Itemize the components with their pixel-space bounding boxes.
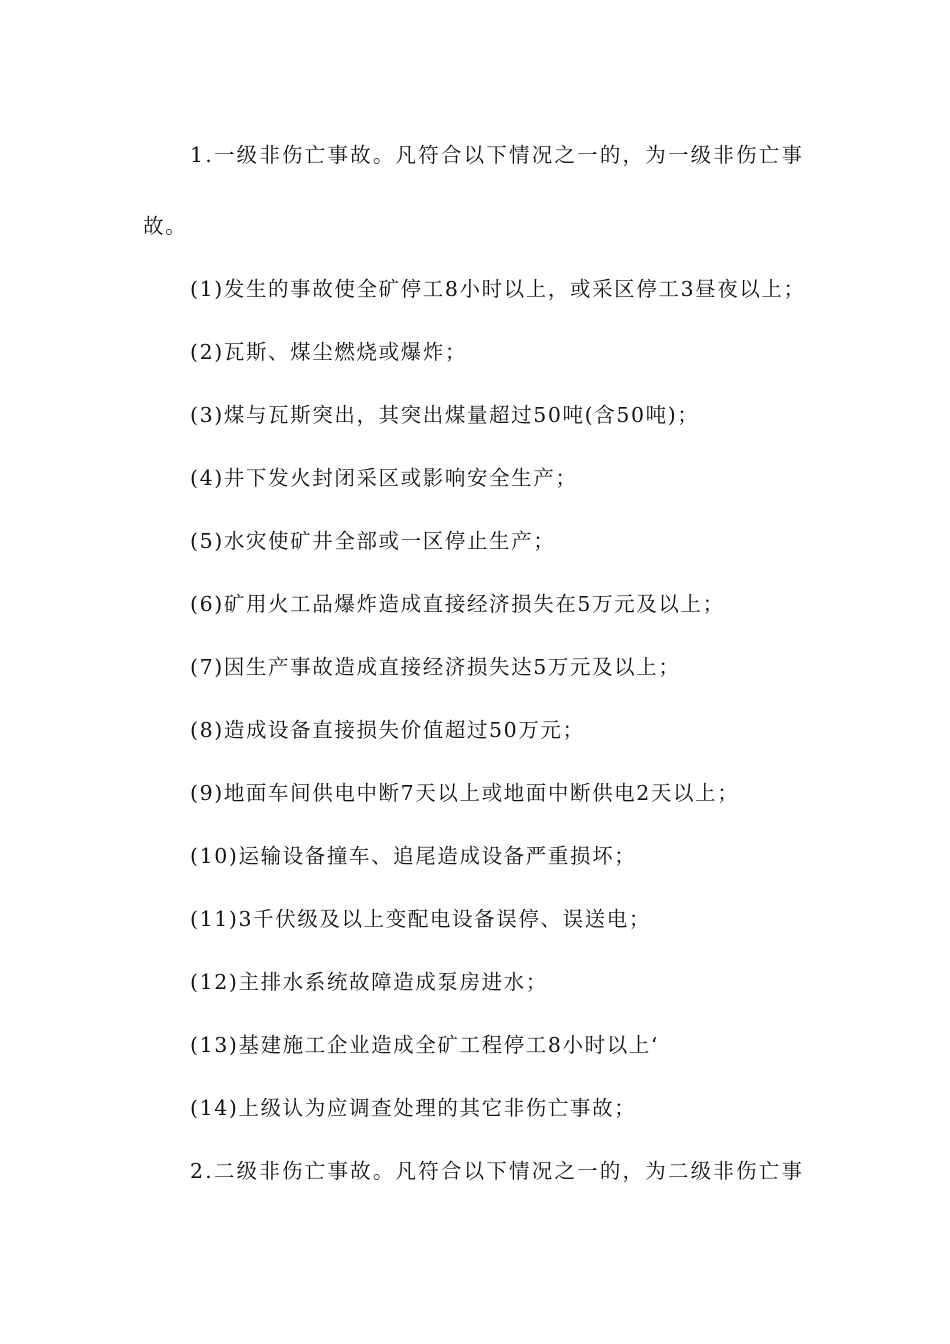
list-item-3: (3)煤与瓦斯突出，其突出煤量超过50吨(含50吨)； bbox=[190, 403, 700, 427]
list-item-2: (2)瓦斯、煤尘燃烧或爆炸； bbox=[190, 340, 467, 364]
list-item-4: (4)井下发火封闭采区或影响安全生产； bbox=[190, 466, 578, 490]
list-item-6: (6)矿用火工品爆炸造成直接经济损失在5万元及以上； bbox=[190, 592, 725, 616]
list-item-1: (1)发生的事故使全矿停工8小时以上，或采区停工3昼夜以上； bbox=[190, 277, 806, 301]
list-item-12: (12)主排水系统故障造成泵房进水； bbox=[190, 970, 548, 994]
list-item-7: (7)因生产事故造成直接经济损失达5万元及以上； bbox=[190, 655, 681, 679]
list-item-8: (8)造成设备直接损失价值超过50万元； bbox=[190, 718, 585, 742]
list-item-9: (9)地面车间供电中断7天以上或地面中断供电2天以上； bbox=[190, 781, 740, 805]
list-item-10: (10)运输设备撞车、追尾造成设备严重损坏； bbox=[190, 844, 637, 868]
list-item-13: (13)基建施工企业造成全矿工程停工8小时以上‘ bbox=[190, 1033, 660, 1057]
list-item-14: (14)上级认为应调查处理的其它非伤亡事故； bbox=[190, 1096, 637, 1120]
list-item-11: (11)3千伏级及以上变配电设备误停、误送电； bbox=[190, 907, 651, 931]
section1-heading-line1: 1.一级非伤亡事故。凡符合以下情况之一的，为一级非伤亡事 bbox=[190, 143, 805, 167]
section2-heading-line1: 2.二级非伤亡事故。凡符合以下情况之一的，为二级非伤亡事 bbox=[190, 1159, 805, 1183]
section1-heading-line2: 故。 bbox=[143, 214, 188, 238]
list-item-5: (5)水灾使矿井全部或一区停止生产； bbox=[190, 529, 556, 553]
